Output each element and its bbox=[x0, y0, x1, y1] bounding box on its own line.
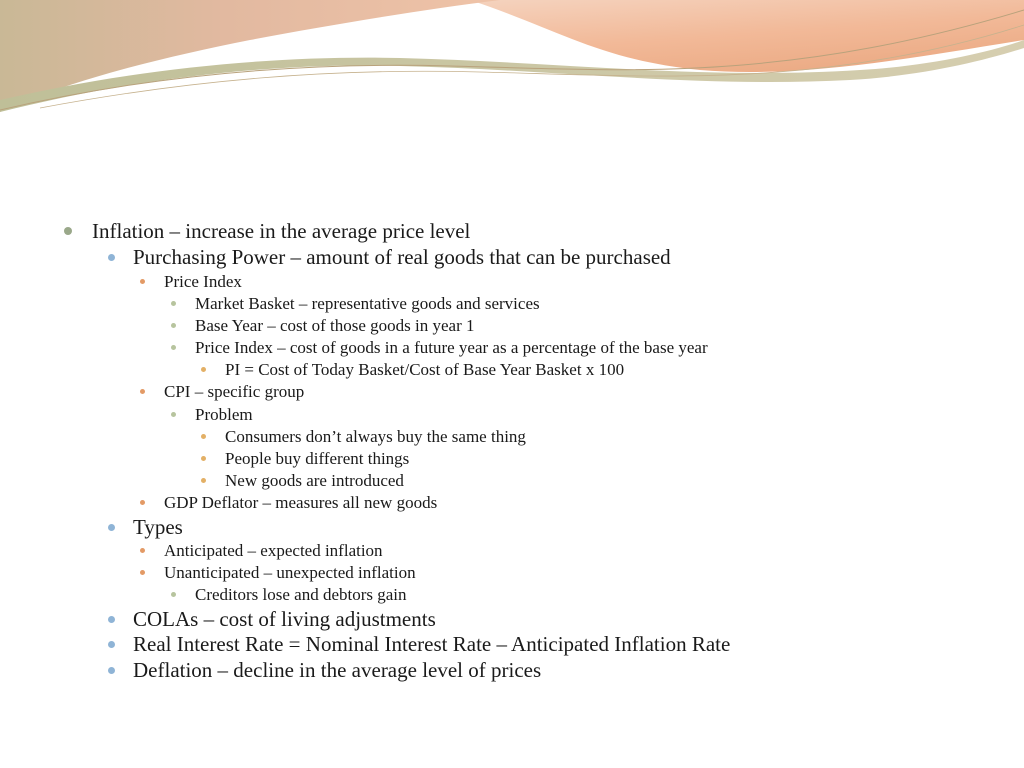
bullet-item bbox=[133, 517, 183, 538]
bullet-text: People buy different things bbox=[225, 449, 410, 468]
bullet-item bbox=[195, 339, 708, 356]
bullet-text: Unanticipated – unexpected inflation bbox=[164, 563, 416, 582]
bullet-dot-icon bbox=[140, 500, 145, 505]
bullet-item bbox=[92, 221, 470, 242]
bullet-text: COLAs – cost of living adjustments bbox=[133, 607, 436, 631]
bullet-text: Purchasing Power – amount of real goods that can be purchased bbox=[133, 245, 671, 269]
bullet-dot-icon bbox=[108, 616, 115, 623]
bullet-text: Real Interest Rate = Nominal Interest Rate – Anticipated Inflation Rate bbox=[133, 632, 731, 656]
bullet-dot-icon bbox=[108, 254, 115, 261]
bullet-dot-icon bbox=[171, 412, 176, 417]
bullet-item bbox=[164, 494, 437, 511]
bullet-dot-icon bbox=[108, 524, 115, 531]
bullet-text: Base Year – cost of those goods in year 1 bbox=[195, 316, 475, 335]
bullet-item bbox=[195, 317, 475, 334]
bullet-text: Types bbox=[133, 515, 183, 539]
bullet-text: Problem bbox=[195, 405, 253, 424]
bullet-dot-icon bbox=[201, 367, 206, 372]
bullet-item bbox=[133, 634, 730, 655]
bullet-item bbox=[195, 295, 540, 312]
bullet-dot-icon bbox=[171, 592, 176, 597]
bullet-text: Deflation – decline in the average level of prices bbox=[133, 658, 542, 682]
bullet-item bbox=[195, 406, 253, 423]
bullet-dot-icon bbox=[108, 641, 115, 648]
bullet-item bbox=[133, 660, 541, 681]
bullet-dot-icon bbox=[140, 570, 145, 575]
bullet-dot-icon bbox=[64, 227, 72, 235]
bullet-text: Anticipated – expected inflation bbox=[164, 541, 383, 560]
bullet-text: New goods are introduced bbox=[225, 471, 404, 490]
bullet-dot-icon bbox=[108, 667, 115, 674]
bullet-item bbox=[164, 542, 383, 559]
bullet-item bbox=[195, 586, 407, 603]
bullet-dot-icon bbox=[171, 345, 176, 350]
bullet-text: Consumers don’t always buy the same thing bbox=[225, 427, 526, 446]
bullet-text: Price Index – cost of goods in a future year as a percentage of the base year bbox=[195, 338, 708, 357]
bullet-dot-icon bbox=[140, 279, 145, 284]
bullet-dot-icon bbox=[201, 434, 206, 439]
bullet-text: PI = Cost of Today Basket/Cost of Base Year Basket x 100 bbox=[225, 360, 625, 379]
bullet-item bbox=[164, 383, 304, 400]
bullet-dot-icon bbox=[140, 548, 145, 553]
bullet-item bbox=[225, 428, 526, 445]
bullet-item bbox=[164, 564, 416, 581]
bullet-item bbox=[164, 273, 242, 290]
bullet-dot-icon bbox=[201, 456, 206, 461]
bullet-item bbox=[225, 472, 404, 489]
bullet-dot-icon bbox=[140, 389, 145, 394]
bullet-text: Creditors lose and debtors gain bbox=[195, 585, 407, 604]
bullet-text: Inflation – increase in the average price level bbox=[92, 219, 471, 243]
bullet-item bbox=[225, 450, 409, 467]
bullet-item bbox=[133, 247, 671, 268]
bullet-dot-icon bbox=[201, 478, 206, 483]
bullet-item bbox=[225, 361, 624, 378]
bullet-text: Market Basket – representative goods and services bbox=[195, 294, 540, 313]
bullet-dot-icon bbox=[171, 301, 176, 306]
bullet-text: GDP Deflator – measures all new goods bbox=[164, 493, 438, 512]
bullet-text: CPI – specific group bbox=[164, 382, 305, 401]
bullet-dot-icon bbox=[171, 323, 176, 328]
bullet-item bbox=[133, 609, 436, 630]
bullet-text: Price Index bbox=[164, 272, 242, 291]
